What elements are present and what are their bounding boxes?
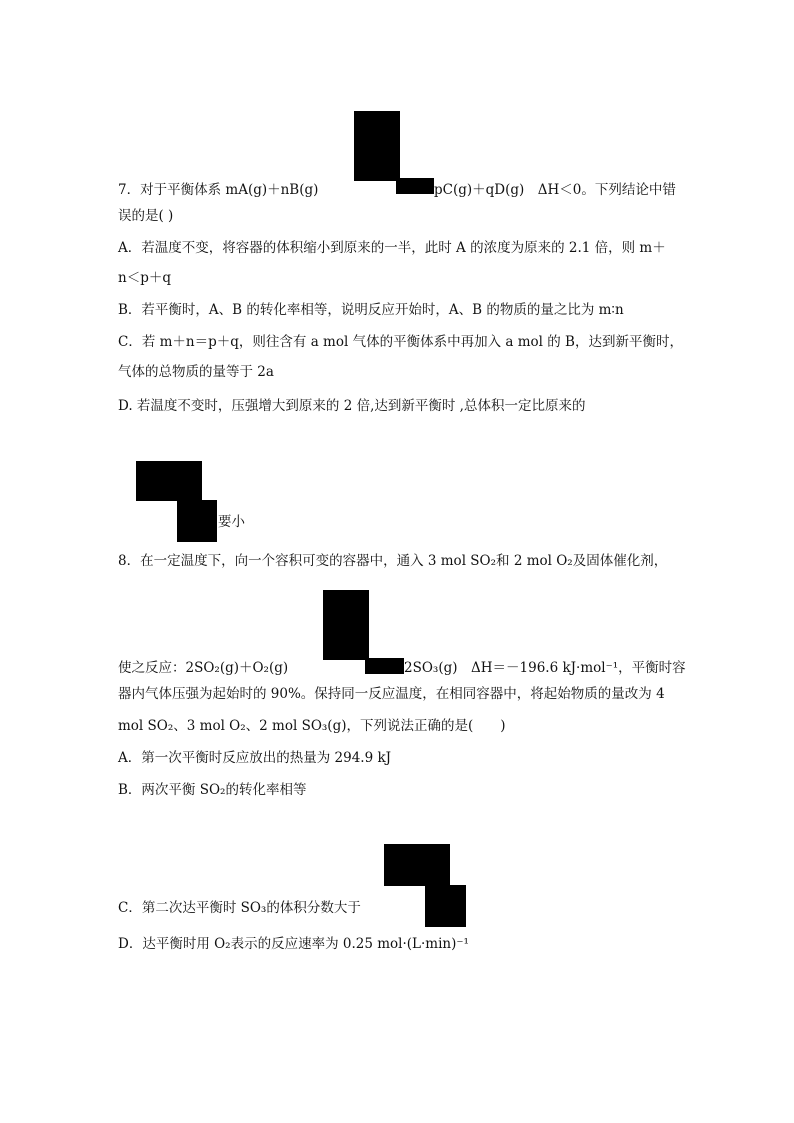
redacted-image-q8c-top [384, 844, 450, 886]
redacted-image-q7d-top [136, 461, 202, 501]
redacted-image-q7-top [354, 111, 400, 181]
q7-option-a-line2: n＜p＋q [118, 270, 171, 286]
q8-option-c: C．第二次达平衡时 SO₃的体积分数大于 [118, 900, 361, 916]
q8-stem-line2-left: 使之反应：2SO₂(g)＋O₂(g) [118, 660, 289, 676]
q7-stem-line1-right [434, 182, 676, 198]
q7-stem-prefix: 7．对于平衡体系 [118, 182, 226, 198]
redacted-image-q8-bottom [365, 658, 404, 674]
q7-option-b: B．若平衡时，A、B 的转化率相等，说明反应开始时，A、B 的物质的量之比为 m∶n [118, 302, 624, 318]
q7-stem-line2: 误的是( ) [118, 208, 174, 224]
q8-stem-line4: mol SO₂、3 mol O₂、2 mol SO₃(g)，下列说法正确的是( ) [118, 718, 506, 734]
redacted-image-q8-top [323, 590, 369, 660]
q8-stem-line1: 8．在一定温度下，向一个容积可变的容器中，通入 3 mol SO₂和 2 mol O₂及固体催化剂， [118, 553, 668, 569]
q7-stem-line1 [118, 182, 318, 198]
q7-option-d-line2: 要小 [218, 514, 245, 530]
q7-option-c-line2: 气体的总物质的量等于 2a [118, 364, 274, 380]
q7-reactants: mA(g)＋nB(g) [225, 182, 319, 198]
q7-option-a-line1: A．若温度不变，将容器的体积缩小到原来的一半，此时 A 的浓度为原来的 2.1 倍，则 m＋ [118, 240, 666, 256]
q7-option-c-line1: C．若 m＋n＝p＋q，则往含有 a mol 气体的平衡体系中再加入 a mol 的 B，达到新平衡时， [118, 334, 683, 350]
q8-option-b: B．两次平衡 SO₂的转化率相等 [118, 782, 307, 798]
q8-option-d: D．达平衡时用 O₂表示的反应速率为 0.25 mol·(L·min)⁻¹ [118, 936, 469, 952]
q8-stem-line2-right: 2SO₃(g) ΔH＝－196.6 kJ·mol⁻¹，平衡时容 [404, 660, 686, 676]
redacted-image-q8c-bottom [425, 885, 466, 927]
q8-stem-line3: 器内气体压强为起始时的 90%。保持同一反应温度，在相同容器中，将起始物质的量改为 4 [118, 686, 665, 702]
q7-products: pC(g)＋qD(g) ΔH＜0。下列结论中错 [434, 182, 676, 198]
redacted-image-q7d-bottom [177, 500, 217, 542]
redacted-image-q7-bottom [396, 178, 434, 194]
q8-option-a: A．第一次平衡时反应放出的热量为 294.9 kJ [118, 750, 392, 766]
q7-option-d-line1: D. 若温度不变时，压强增大到原来的 2 倍,达到新平衡时 ,总体积一定比原来的 [118, 398, 586, 414]
